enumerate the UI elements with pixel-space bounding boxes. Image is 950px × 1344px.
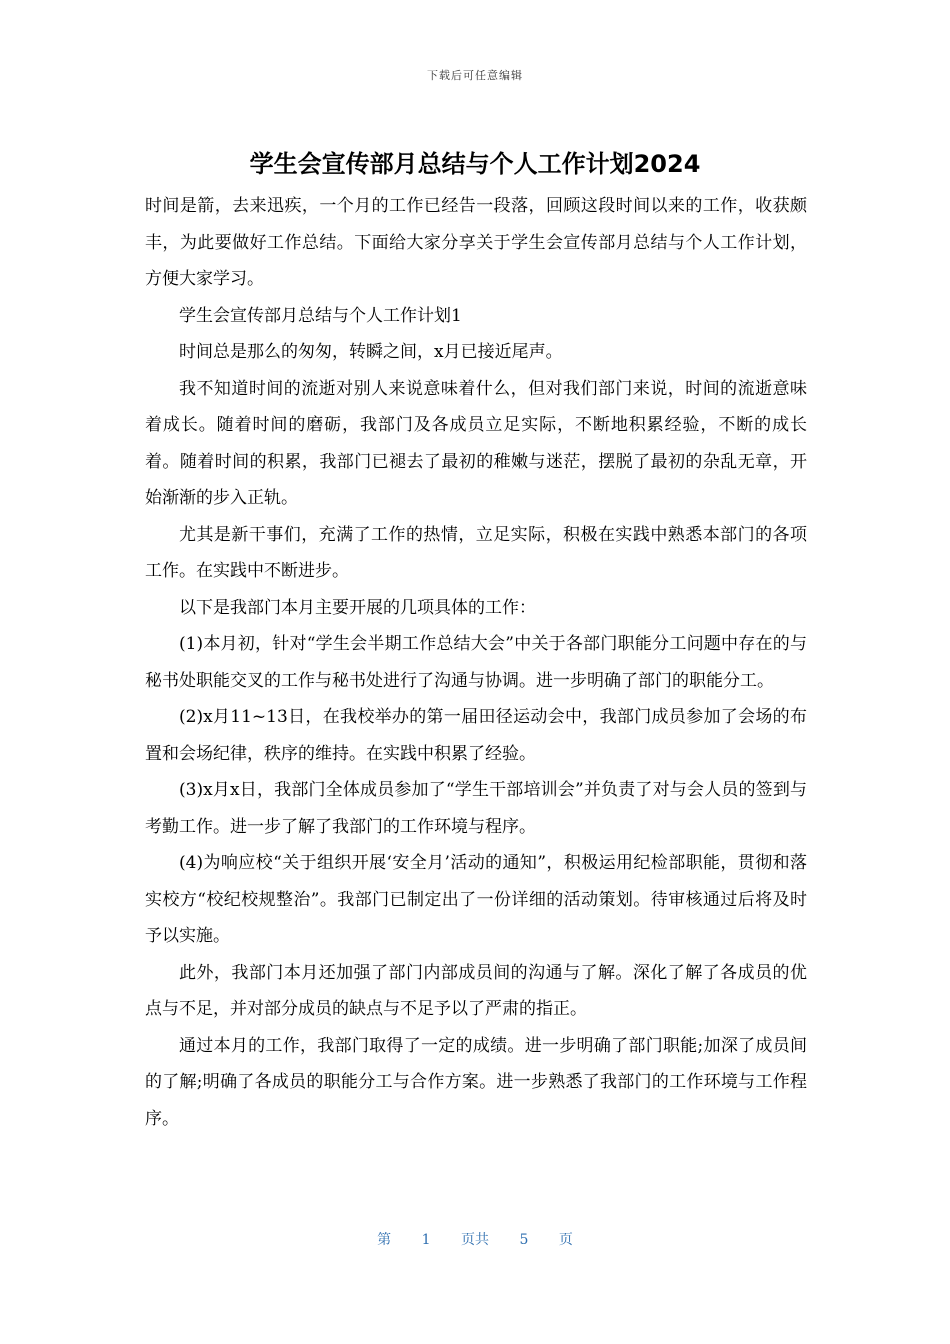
paragraph: 我不知道时间的流逝对别人来说意味着什么，但对我们部门来说，时间的流逝意味着成长。随着时间的磨砺，我部门及各成员立足实际，不断地积累经验，不断的成长着。随着时间的积累，我部门已褪去了最初的稚嫩与迷茫，摆脱了最初的杂乱无章，开始渐渐的步入正轨。 [145, 378, 807, 508]
footer-page-number: 1 [421, 1232, 431, 1248]
footer-suffix: 页 [558, 1232, 573, 1248]
document-title: 学生会宣传部月总结与个人工作计划2024 [249, 150, 701, 178]
paragraph: 时间总是那么的匆匆，转瞬之间，x月已接近尾声。 [179, 342, 563, 362]
paragraph: (1)本月初，针对“学生会半期工作总结大会”中关于各部门职能分工问题中存在的与秘书处职能交叉的工作与秘书处进行了沟通与协调。进一步明确了部门的职能分工。 [145, 634, 807, 691]
document-body [145, 188, 807, 1137]
paragraph: 时间是箭，去来迅疾，一个月的工作已经告一段落，回顾这段时间以来的工作，收获颇丰，为此要做好工作总结。下面给大家分享关于学生会宣传部月总结与个人工作计划，方便大家学习。 [145, 196, 807, 289]
paragraph: 此外，我部门本月还加强了部门内部成员间的沟通与了解。深化了解了各成员的优点与不足，并对部分成员的缺点与不足予以了严肃的指正。 [145, 962, 807, 1019]
footer-middle: 页共 [461, 1232, 489, 1248]
footer-prefix: 第 [377, 1232, 392, 1248]
paragraph: 学生会宣传部月总结与个人工作计划1 [179, 305, 462, 326]
paragraph: 通过本月的工作，我部门取得了一定的成绩。进一步明确了部门职能;加深了成员间的了解;明确了各成员的职能分工与合作方案。进一步熟悉了我部门的工作环境与工作程序。 [145, 1035, 807, 1129]
page-footer [0, 1229, 950, 1249]
paragraph: (3)x月x日，我部门全体成员参加了“学生干部培训会”并负责了对与会人员的签到与考勤工作。进一步了解了我部门的工作环境与程序。 [145, 780, 807, 837]
paragraph: (2)x月11~13日，在我校举办的第一届田径运动会中，我部门成员参加了会场的布置和会场纪律，秩序的维持。在实践中积累了经验。 [145, 707, 807, 764]
header-note: 下载后可任意编辑 [427, 69, 523, 82]
footer-total-pages: 5 [519, 1232, 529, 1248]
paragraph: (4)为响应校“关于组织开展‘安全月’活动的通知”，积极运用纪检部职能，贯彻和落实校方“校纪校规整治”。我部门已制定出了一份详细的活动策划。待审核通过后将及时予以实施。 [145, 853, 807, 946]
paragraph: 以下是我部门本月主要开展的几项具体的工作： [179, 597, 536, 618]
paragraph: 尤其是新干事们，充满了工作的热情，立足实际，积极在实践中熟悉本部门的各项工作。在实践中不断进步。 [145, 524, 807, 581]
